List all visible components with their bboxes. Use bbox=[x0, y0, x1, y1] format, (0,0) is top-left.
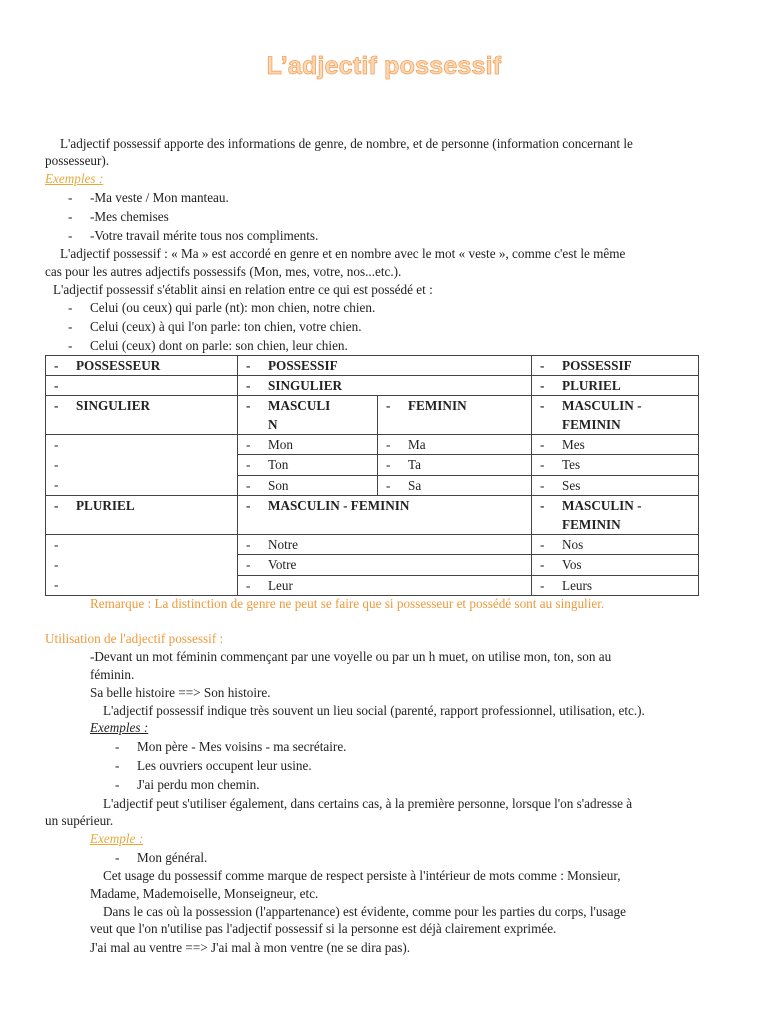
header-cell: - FEMININ bbox=[378, 396, 532, 435]
remarque: Remarque : La distinction de genre ne peut se faire que si possesseur et possédé sont au singulier. bbox=[90, 596, 605, 611]
table-cell: - Ton bbox=[238, 455, 378, 475]
header-cell: - bbox=[46, 376, 238, 396]
table-cell: - Ses bbox=[532, 475, 699, 495]
example-item: - J'ai perdu mon chemin. bbox=[115, 777, 260, 792]
table-cell: - Son bbox=[238, 475, 378, 495]
table-cell: - Votre bbox=[238, 555, 532, 575]
paragraph: un supérieur. bbox=[45, 813, 114, 828]
example-item: - -Ma veste / Mon manteau. bbox=[68, 190, 229, 205]
document-title: L’adjectif possessif bbox=[266, 52, 502, 80]
table-cell: - Leur bbox=[238, 575, 532, 595]
header-cell: - SINGULIER bbox=[238, 376, 532, 396]
paragraph: cas pour les autres adjectifs possessifs (Mon, mes, votre, nos...etc.). bbox=[45, 264, 402, 279]
header-cell: - SINGULIER bbox=[46, 396, 238, 435]
paragraph: L'adjectif possessif indique très souvent un lieu social (parenté, rapport professionnel, utilisation, etc.). bbox=[103, 703, 645, 718]
paragraph: Cet usage du possessif comme marque de respect persiste à l'intérieur de mots comme : Monsieur, bbox=[103, 868, 621, 883]
intro-text: possesseur). bbox=[45, 153, 110, 168]
example-item: - Mon général. bbox=[115, 850, 208, 865]
paragraph: féminin. bbox=[90, 667, 135, 682]
header-cell: - PLURIEL bbox=[532, 376, 699, 396]
relation-item: - Celui (ceux) à qui l'on parle: ton chien, votre chien. bbox=[68, 319, 362, 334]
table-cell: - Mes bbox=[532, 435, 699, 455]
paragraph: veut que l'on n'utilise pas l'adjectif possessif si la personne est déjà clairement exprimée. bbox=[90, 921, 557, 936]
table-cell: - Vos bbox=[532, 555, 699, 575]
table-cell: - Ta bbox=[378, 455, 532, 475]
header-cell: - PLURIEL bbox=[46, 496, 238, 535]
relation-item: - Celui (ceux) dont on parle: son chien, leur chien. bbox=[68, 338, 348, 353]
example-item: - Les ouvriers occupent leur usine. bbox=[115, 758, 312, 773]
table-cell: - - - bbox=[46, 435, 238, 496]
paragraph: Madame, Mademoiselle, Monseigneur, etc. bbox=[90, 886, 319, 901]
table-cell: - Leurs bbox=[532, 575, 699, 595]
table-cell: - Mon bbox=[238, 435, 378, 455]
paragraph: Sa belle histoire ==> Son histoire. bbox=[90, 685, 271, 700]
paragraph: -Devant un mot féminin commençant par une voyelle ou par un h muet, on utilise mon, ton, son au bbox=[90, 649, 612, 664]
header-cell: - MASCULI N bbox=[238, 396, 378, 435]
relation-item: - Celui (ou ceux) qui parle (nt): mon chien, notre chien. bbox=[68, 300, 376, 315]
table-cell: - - - bbox=[46, 535, 238, 596]
table-cell: - Sa bbox=[378, 475, 532, 495]
paragraph: L'adjectif possessif : « Ma » est accordé en genre et en nombre avec le mot « veste », comme c'est le même bbox=[60, 246, 626, 261]
header-cell: - MASCULIN - FEMININ bbox=[532, 496, 699, 535]
header-cell: - POSSESSIF bbox=[532, 356, 699, 376]
example-label: Exemple : bbox=[90, 831, 144, 846]
intro-text: L'adjectif possessif apporte des informations de genre, de nombre, et de personne (information concernant le bbox=[60, 136, 633, 151]
header-cell: - POSSESSEUR bbox=[46, 356, 238, 376]
table-cell: - Tes bbox=[532, 455, 699, 475]
header-cell: - MASCULIN - FEMININ bbox=[532, 396, 699, 435]
possessive-table bbox=[45, 355, 699, 596]
paragraph: J'ai mal au ventre ==> J'ai mal à mon ventre (ne se dira pas). bbox=[90, 940, 411, 955]
example-item: - -Votre travail mérite tous nos compliments. bbox=[68, 228, 319, 243]
paragraph: L'adjectif possessif s'établit ainsi en relation entre ce qui est possédé et : bbox=[53, 282, 433, 297]
header-cell: - POSSESSIF bbox=[238, 356, 532, 376]
header-cell: - MASCULIN - FEMININ bbox=[238, 496, 532, 535]
example-item: - Mon père - Mes voisins - ma secrétaire. bbox=[115, 739, 347, 754]
table-cell: - Notre bbox=[238, 535, 532, 555]
paragraph: L'adjectif peut s'utiliser également, dans certains cas, à la première personne, lorsque l'on s'adresse à bbox=[103, 796, 633, 811]
section-heading: Utilisation de l'adjectif possessif : bbox=[45, 631, 224, 646]
example-item: - -Mes chemises bbox=[68, 209, 169, 224]
examples-label: Exemples : bbox=[45, 171, 104, 186]
examples-label: Exemples : bbox=[90, 720, 149, 735]
paragraph: Dans le cas où la possession (l'appartenance) est évidente, comme pour les parties du corps, l'usage bbox=[103, 904, 626, 919]
table-cell: - Ma bbox=[378, 435, 532, 455]
table-cell: - Nos bbox=[532, 535, 699, 555]
